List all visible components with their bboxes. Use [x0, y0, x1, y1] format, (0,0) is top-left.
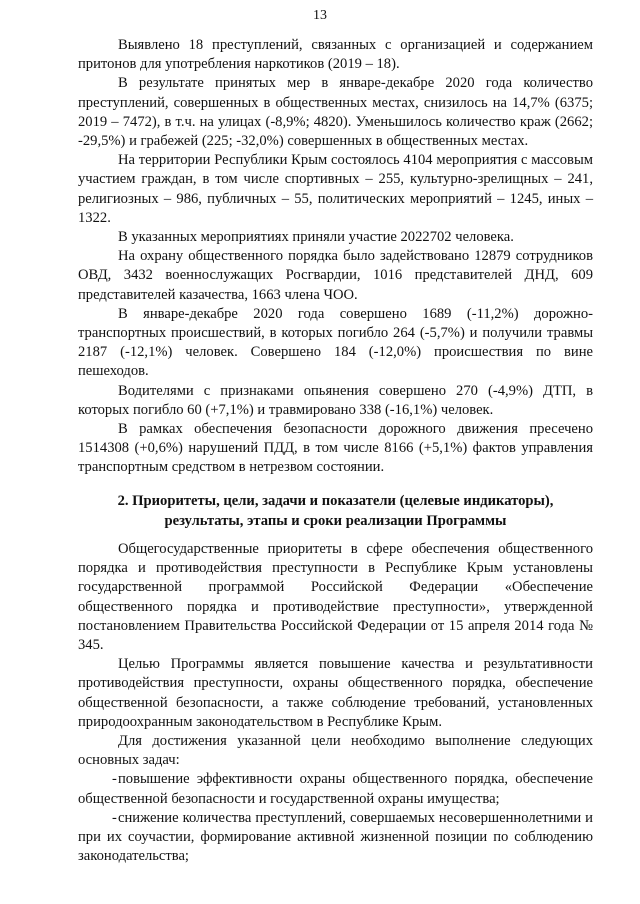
paragraph-drug-dens: Выявлено 18 преступлений, связанных с организацией и содержанием притонов для употребления наркотиков (2019 – 18). — [78, 37, 593, 73]
list-item — [78, 770, 593, 808]
paragraph-traffic-violations: В рамках обеспечения безопасности дорожного движения пресечено 1514308 (+0,6%) нарушений ПДД, в том числе 8166 (+5,1%) фактов управления транспортным средством в нетрезвом состоянии. — [78, 421, 593, 476]
list-item-text: снижение количества преступлений, совершаемых несовершеннолетними и при их соучастии, формирование активной жизненной позиции по соблюдению законодательства; — [78, 809, 593, 865]
paragraph-participants: В указанных мероприятиях приняли участие 2022702 человека. — [118, 229, 514, 246]
section-heading: 2. Приоритеты, цели, задачи и показатели (целевые индикаторы), результаты, этапы и сроки реализации Программы — [117, 493, 554, 529]
paragraph-mass-events: На территории Республики Крым состоялось 4104 мероприятия с массовым участием граждан, в том числе спортивных – 255, культурно-зрелищных – 241, религиозных – 986, публичных – 55, политических мероприятий – 1245, иных – 1322. — [78, 152, 593, 226]
paragraph-program-goal: Целью Программы является повышение качества и результативности противодействия преступности, охраны общественного порядка, обеспечение общественной безопасности, а также соблюдение требований, установленных природоохранным законодательством в Республике Крым. — [78, 656, 593, 730]
page-number: 13 — [313, 8, 327, 23]
paragraph-national-priorities: Общегосударственные приоритеты в сфере обеспечения общественного порядка и противодействия преступности в Республике Крым установлены государственной программой Российской Федерации «Обеспечение общественного порядка и противодействие преступности», утвержденной постановлением Правительства Российской Федерации от 15 апреля 2014 года № 345. — [78, 541, 593, 654]
paragraph-road-accidents: В январе-декабре 2020 года совершено 1689 (-11,2%) дорожно-транспортных происшествий, в которых погибло 264 (-5,7%) и получили травмы 2187 (-12,1%) человек. Совершено 184 (-12,0%) происшествия по вине пешеходов. — [78, 305, 593, 380]
list-item-text: повышение эффективности охраны общественного порядка, обеспечение общественной безопасности и государственной охраны имущества; — [78, 771, 593, 807]
paragraph-drunk-drivers: Водителями с признаками опьянения совершено 270 (-4,9%) ДТП, в которых погибло 60 (+7,1%) и травмировано 338 (-16,1%) человек. — [78, 382, 593, 418]
priorities-section — [78, 540, 593, 866]
list-item — [78, 809, 593, 867]
paragraph-public-places-crime: В результате принятых мер в январе-декабре 2020 года количество преступлений, совершенных в общественных местах, снизилось на 14,7% (6375; 2019 – 7472), в т.ч. на улицах (-8,9%; 4820). Уменьшилось количество краж (2662; -29,5%) и грабежей (225; -32,0%) совершенных в общественных местах. — [78, 75, 593, 150]
list-bullet: - — [112, 771, 117, 788]
paragraph-tasks-intro: Для достижения указанной цели необходимо выполнение следующих основных задач: — [78, 733, 593, 769]
list-bullet: - — [112, 809, 117, 826]
paragraph-security-personnel: На охрану общественного порядка было задействовано 12879 сотрудников ОВД, 3432 военнослужащих Росгвардии, 1016 представителей ДНД, 609 представителей казачества, 1663 члена ЧОО. — [78, 248, 593, 303]
statistics-section — [78, 36, 593, 478]
